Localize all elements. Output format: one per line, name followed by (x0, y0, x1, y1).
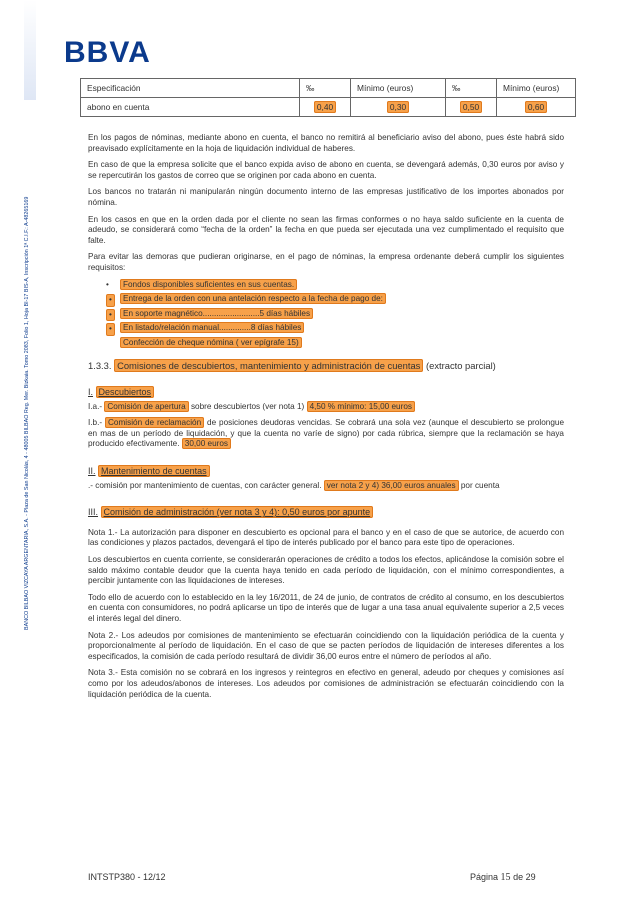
subsection-title: Mantenimiento de cuentas (98, 465, 210, 477)
requirements-list (88, 280, 564, 349)
list-item (106, 323, 564, 334)
highlight: En soporte magnético.........................5 días hábiles (120, 308, 313, 319)
section-suffix: (extracto parcial) (425, 359, 496, 371)
highlight: ver nota 2 y 4) 36,00 euros anuales (324, 480, 459, 491)
document-body (88, 133, 564, 706)
item-prefix: I.b.- (88, 418, 103, 428)
page-word: Página (470, 872, 499, 882)
table-cell: abono en cuenta (81, 98, 300, 117)
paragraph (88, 402, 564, 413)
table-header-cell: ‰ (446, 79, 497, 98)
table-cell (446, 98, 497, 117)
side-decoration (24, 0, 36, 100)
bullet-icon: • (106, 323, 115, 336)
note: Todo ello de acuerdo con lo establecido en la ley 16/2011, de 24 de junio, de contratos de crédito al consumo, en los descubiertos en cuenta con consumidores, no podrá aplicarse un tipo de interés que de lugar a una tasa anual equivalente superior a 2,5 veces el interés legal del dinero. (88, 592, 564, 623)
section-title: Comisiones de descubiertos, mantenimiento y administración de cuentas (114, 359, 423, 372)
page-current: 15 (500, 872, 511, 883)
subsection-prefix: II. (88, 466, 96, 477)
highlight: 0,30 (387, 101, 409, 113)
paragraph: En los pagos de nóminas, mediante abono en cuenta, el banco no remitirá al beneficiario aviso del abono, pues éste habrá sido preavisado explícitamente en la hoja de liquidación individual de haberes. (88, 133, 564, 153)
paragraph (88, 418, 564, 450)
subsection-prefix: I. (88, 387, 94, 398)
highlight: Entrega de la orden con una antelación respecto a la fecha de pago de: (120, 293, 386, 304)
bullet-icon: • (106, 294, 115, 307)
footer-doc-id: INTSTP380 - 12/12 (88, 872, 166, 882)
subsection-heading (88, 466, 564, 477)
subsection-title: Descubiertos (96, 386, 155, 398)
note: Nota 1.- La autorización para disponer en descubierto es opcional para el banco y en el caso de que se autorice, de acuerdo con las condiciones y plazos pactados, devengará el tipo de interés publicado por el banco para este tipo de operaciones. (88, 527, 564, 548)
bullet-icon: • (106, 279, 109, 289)
paragraph (88, 481, 564, 492)
paragraph: En caso de que la empresa solicite que el banco expida aviso de abono en cuenta, se devengará además, 0,30 euros por aviso y se repercutirán los gastos de correo que se originen por cada abono en cuenta. (88, 160, 564, 180)
table-cell (351, 98, 446, 117)
list-item (106, 338, 564, 349)
paragraph: Para evitar las demoras que pudieran originarse, en el pago de nóminas, la empresa ordenante deberá cumplir los siguientes requisitos: (88, 252, 564, 272)
highlight: 0,50 (460, 101, 482, 113)
highlight: Comisión de reclamación (105, 417, 204, 428)
table-header-cell: Especificación (81, 79, 300, 98)
item-prefix: I.a.- (88, 401, 103, 411)
spec-table (80, 78, 576, 117)
table-header-row (81, 79, 576, 98)
table-header-cell: Mínimo (euros) (497, 79, 576, 98)
note: Los descubiertos en cuenta corriente, se considerarán operaciones de crédito a todos los efectos, aplicándose la comisión sobre el saldo máximo contable deudor que la cuenta haya tenido en cada período de liquidación, con el mínimo correspondientes, a percibir juntamente con las liquidaciones de intereses. (88, 555, 564, 586)
subsection-prefix: III. (88, 507, 99, 518)
table-cell (497, 98, 576, 117)
highlight: Fondos disponibles suficientes en sus cuentas. (120, 279, 297, 290)
highlight: En listado/relación manual..............8 días hábiles (120, 322, 304, 333)
paragraph: En los casos en que en la orden dada por el cliente no sean las firmas conformes o no haya saldo suficiente en la cuenta de adeudo, se considerará como “fecha de la orden” la fecha en que pueda ser ejecutada una vez cumplimentado el requisito que falte. (88, 214, 564, 245)
subsection-title: Comisión de administración (ver nota 3 y 4): 0,50 euros por apunte (101, 506, 374, 518)
table-header-cell: Mínimo (euros) (351, 79, 446, 98)
section-number: 1.3.3. (88, 359, 112, 371)
note: Nota 2.- Los adeudos por comisiones de mantenimiento se efectuarán coincidiendo con la liquidación periódica de la cuenta y proporcionalmente al período de liquidación. En el caso de que se pacten períodos de liquidación de intereses diferentes a los especificados, la comisión de cada período resultará de dividir 36,00 euros entre el número de períodos al año. (88, 630, 564, 661)
table-header-cell: ‰ (300, 79, 351, 98)
page-total: 29 (525, 872, 536, 882)
section-heading (88, 361, 564, 372)
list-item (106, 294, 564, 305)
highlight: Confección de cheque nómina ( ver epígrafe 15) (120, 337, 302, 348)
footer-page-number (470, 872, 536, 883)
highlight: 0,40 (314, 101, 336, 113)
table-cell (300, 98, 351, 117)
highlight: 4,50 % mínimo: 15,00 euros (307, 401, 415, 412)
subsection-heading (88, 387, 564, 398)
page-of: de (513, 872, 524, 882)
item-text: de posiciones deudoras vencidas. Se cobrará una sola vez (aunque el descubierto se prolongue en mas de un período de liquidación, y que la cuenta no varíe de signo) por cada rúbrica, siempre que la reclamación se haya producido efectivamente. (88, 418, 565, 449)
item-text: sobre descubiertos (ver nota 1) (190, 401, 305, 411)
subsection-heading (88, 507, 564, 518)
list-item (106, 280, 564, 291)
table-row (81, 98, 576, 117)
item-text: .- comisión por mantenimiento de cuentas, con carácter general. (88, 480, 322, 490)
paragraph: Los bancos no tratarán ni manipularán ningún documento interno de las empresas justificativo de los importes abonados por nómina. (88, 187, 564, 207)
bullet-icon: • (106, 309, 115, 322)
note: Nota 3.- Esta comisión no se cobrará en los ingresos y reintegros en efectivo en general, adeudo por cheques y comisiones así como por los adeudos/abonos de intereses. Los adeudos por comisiones de administración se efectuarán coincidiendo con la liquidación periódica de la cuenta. (88, 668, 564, 699)
highlight: 30,00 euros (182, 438, 231, 449)
highlight: Comisión de apertura (104, 401, 188, 412)
legal-side-text: BANCO BILBAO VIZCAYA ARGENTARIA, S.A. - Plaza de San Nicolás, 4 - 48005 BILBAO Reg. Mer. Bizkaia. Tomo 2083, Folio 1, Hoja BI-17 BIS-A, Inscripción 1ª C.I.F.: A-48265169 (24, 196, 30, 630)
item-text: por cuenta (460, 480, 500, 490)
bbva-logo: BBVA (64, 36, 151, 69)
list-item (106, 309, 564, 320)
highlight: 0,60 (525, 101, 547, 113)
